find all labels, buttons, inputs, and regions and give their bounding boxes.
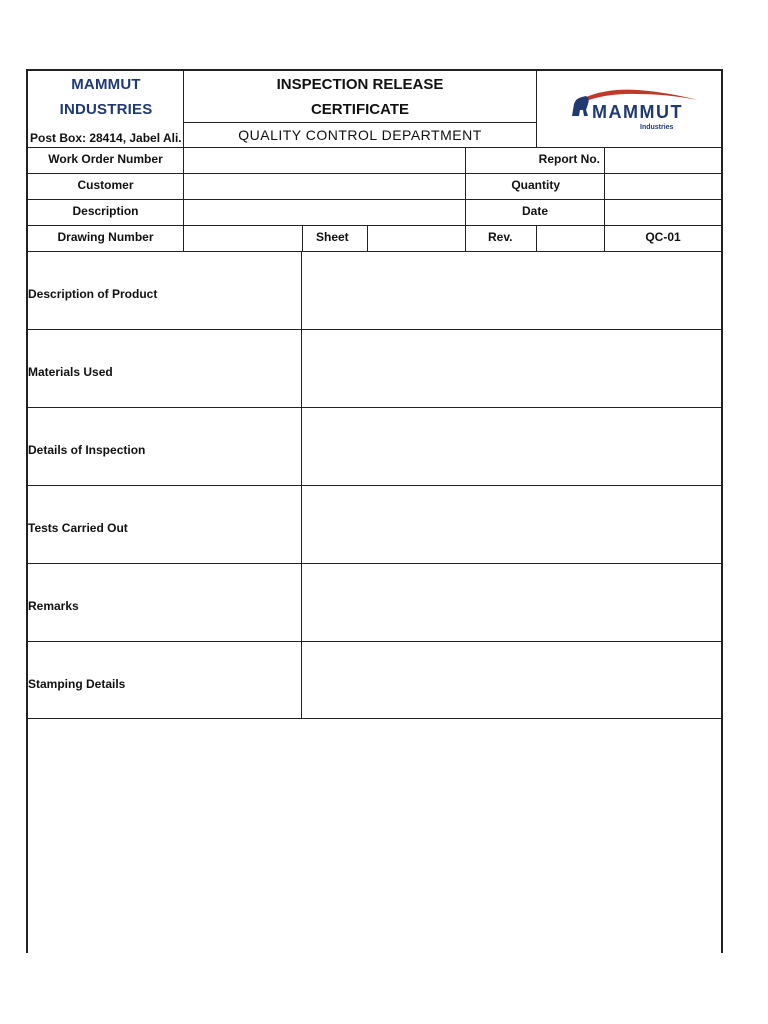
details-of-inspection-field[interactable] — [302, 408, 721, 485]
rev-label: Rev. — [488, 230, 513, 244]
drawing-number-label: Drawing Number — [57, 230, 154, 244]
mammut-logo — [566, 84, 704, 134]
frame-top — [26, 69, 723, 71]
quantity-label: Quantity — [511, 178, 560, 192]
blank-notes-area[interactable] — [28, 719, 721, 953]
drawing-number-field[interactable] — [184, 226, 302, 251]
customer-field[interactable] — [184, 174, 465, 199]
logo-wordmark: MAMMUT — [592, 102, 683, 122]
work-order-field[interactable] — [184, 148, 465, 173]
date-field[interactable] — [605, 200, 721, 225]
report-no-label: Report No. — [538, 152, 600, 166]
remarks-field[interactable] — [302, 564, 721, 641]
section-label-materials-used: Materials Used — [28, 365, 113, 379]
quantity-field[interactable] — [605, 174, 721, 199]
frame-right — [721, 69, 723, 953]
date-label: Date — [521, 204, 548, 218]
materials-used-field[interactable] — [302, 330, 721, 407]
report-no-field[interactable] — [605, 148, 721, 173]
sheet-field[interactable] — [368, 226, 465, 251]
section-label-tests-carried-out: Tests Carried Out — [28, 521, 128, 535]
section-label-description-of-product: Description of Product — [28, 287, 158, 301]
company-name-line2: INDUSTRIES — [59, 101, 153, 118]
section-label-remarks: Remarks — [28, 599, 79, 613]
rev-field[interactable] — [537, 226, 604, 251]
tests-carried-out-field[interactable] — [302, 486, 721, 563]
section-label-stamping-details: Stamping Details — [28, 677, 126, 691]
header-divider-2 — [536, 70, 537, 148]
form-code: QC-01 — [645, 230, 681, 244]
dept-divider — [184, 122, 536, 123]
customer-label: Customer — [77, 178, 134, 192]
grid-vline-4 — [302, 226, 303, 251]
department-name: QUALITY CONTROL DEPARTMENT — [238, 127, 482, 143]
company-address: Post Box: 28414, Jabel Ali. — [30, 131, 182, 145]
description-label: Description — [72, 204, 139, 218]
description-field[interactable] — [184, 200, 465, 225]
doc-title-line2: CERTIFICATE — [310, 101, 410, 118]
description-of-product-field[interactable] — [302, 252, 721, 329]
stamping-details-field[interactable] — [302, 642, 721, 718]
company-name-line1: MAMMUT — [71, 76, 141, 93]
logo-subtext: Industries — [640, 124, 674, 131]
work-order-label: Work Order Number — [48, 152, 163, 166]
doc-title-line1: INSPECTION RELEASE — [276, 76, 444, 93]
sheet-label: Sheet — [316, 230, 349, 244]
section-label-details-of-inspection: Details of Inspection — [28, 443, 146, 457]
